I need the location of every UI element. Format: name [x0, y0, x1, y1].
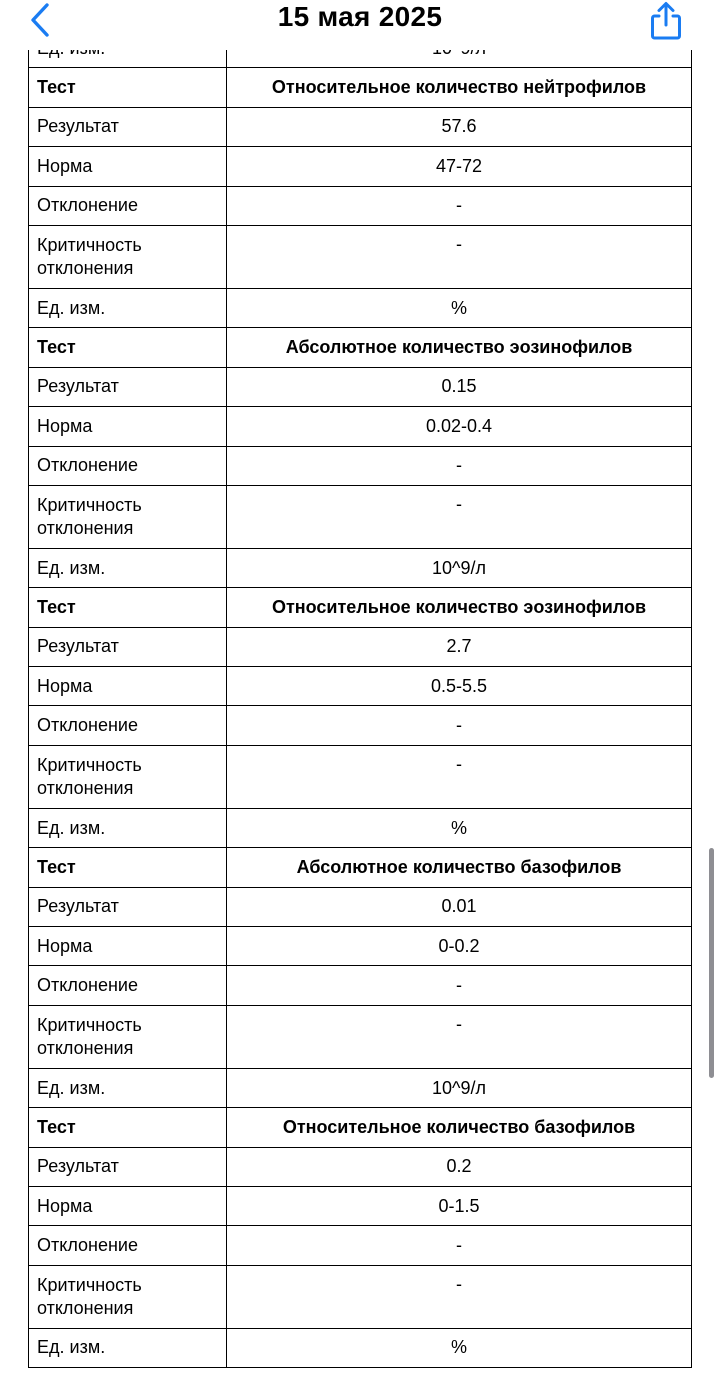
- norm-value: 47-72: [227, 147, 692, 186]
- criticality-label: Критичность отклонения: [29, 485, 227, 548]
- norm-label: Норма: [29, 1186, 227, 1225]
- criticality-label: Критичность отклонения: [29, 745, 227, 808]
- deviation-value: -: [227, 186, 692, 225]
- criticality-value: -: [227, 1265, 692, 1328]
- table-row: [29, 485, 692, 548]
- table-row: [29, 1005, 692, 1068]
- table-row: [29, 1226, 692, 1265]
- table-row: [29, 927, 692, 966]
- unit-label: Ед. изм.: [29, 288, 227, 327]
- table-row: [29, 1265, 692, 1328]
- test-header-row: [29, 588, 692, 627]
- result-value: 57.6: [227, 107, 692, 146]
- unit-value: %: [227, 1328, 692, 1367]
- result-label: Результат: [29, 887, 227, 926]
- deviation-value: -: [227, 446, 692, 485]
- table-row: [29, 1068, 692, 1107]
- table-row: [29, 1328, 692, 1367]
- table-row: [29, 548, 692, 587]
- test-header-row: [29, 328, 692, 367]
- table-row: [29, 627, 692, 666]
- norm-label: Норма: [29, 407, 227, 446]
- norm-label: Норма: [29, 927, 227, 966]
- deviation-label: Отклонение: [29, 966, 227, 1005]
- unit-value: 10^9/л: [227, 1068, 692, 1107]
- test-label: Тест: [29, 588, 227, 627]
- test-header-row: [29, 68, 692, 107]
- navigation-bar: [0, 0, 720, 50]
- table-row: [29, 808, 692, 847]
- result-value: 0.2: [227, 1147, 692, 1186]
- test-name: Абсолютное количество базофилов: [227, 848, 692, 887]
- deviation-value: -: [227, 1226, 692, 1265]
- result-label: Результат: [29, 1147, 227, 1186]
- criticality-label: Критичность отклонения: [29, 225, 227, 288]
- result-label: Результат: [29, 367, 227, 406]
- result-value: 2.7: [227, 627, 692, 666]
- deviation-label: Отклонение: [29, 1226, 227, 1265]
- result-value: 0.01: [227, 887, 692, 926]
- test-header-row: [29, 1108, 692, 1147]
- table-row: [29, 745, 692, 808]
- criticality-value: -: [227, 485, 692, 548]
- table-row: [29, 407, 692, 446]
- results-table: [28, 28, 692, 1368]
- deviation-label: Отклонение: [29, 186, 227, 225]
- deviation-value: -: [227, 966, 692, 1005]
- deviation-label: Отклонение: [29, 706, 227, 745]
- criticality-value: -: [227, 1005, 692, 1068]
- result-label: Результат: [29, 627, 227, 666]
- test-label: Тест: [29, 328, 227, 367]
- norm-label: Норма: [29, 667, 227, 706]
- test-label: Тест: [29, 1108, 227, 1147]
- table-row: [29, 225, 692, 288]
- norm-label: Норма: [29, 147, 227, 186]
- criticality-value: -: [227, 225, 692, 288]
- criticality-label: Критичность отклонения: [29, 1005, 227, 1068]
- norm-value: 0.02-0.4: [227, 407, 692, 446]
- result-value: 0.15: [227, 367, 692, 406]
- table-row: [29, 288, 692, 327]
- test-label: Тест: [29, 848, 227, 887]
- norm-value: 0.5-5.5: [227, 667, 692, 706]
- table-row: [29, 107, 692, 146]
- norm-value: 0-0.2: [227, 927, 692, 966]
- scrollbar[interactable]: [709, 848, 714, 1078]
- deviation-label: Отклонение: [29, 446, 227, 485]
- test-name: Абсолютное количество эозинофилов: [227, 328, 692, 367]
- unit-label: Ед. изм.: [29, 1068, 227, 1107]
- criticality-label: Критичность отклонения: [29, 1265, 227, 1328]
- result-label: Результат: [29, 107, 227, 146]
- table-row: [29, 887, 692, 926]
- table-row: [29, 1186, 692, 1225]
- deviation-value: -: [227, 706, 692, 745]
- unit-label: Ед. изм.: [29, 1328, 227, 1367]
- table-row: [29, 446, 692, 485]
- table-row: [29, 667, 692, 706]
- page-title: 15 мая 2025: [277, 1, 443, 32]
- test-label: Тест: [29, 68, 227, 107]
- table-row: [29, 186, 692, 225]
- table-row: [29, 966, 692, 1005]
- table-row: [29, 367, 692, 406]
- table-row: [29, 706, 692, 745]
- results-scroll-area[interactable]: [0, 50, 720, 1380]
- norm-value: 0-1.5: [227, 1186, 692, 1225]
- test-name: Относительное количество базофилов: [227, 1108, 692, 1147]
- unit-label: Ед. изм.: [29, 548, 227, 587]
- unit-value: %: [227, 808, 692, 847]
- unit-label: Ед. изм.: [29, 808, 227, 847]
- unit-value: %: [227, 288, 692, 327]
- unit-value: 10^9/л: [227, 548, 692, 587]
- test-header-row: [29, 848, 692, 887]
- test-name: Относительное количество нейтрофилов: [227, 68, 692, 107]
- table-row: [29, 147, 692, 186]
- criticality-value: -: [227, 745, 692, 808]
- test-name: Относительное количество эозинофилов: [227, 588, 692, 627]
- share-icon: [649, 1, 683, 41]
- share-button[interactable]: [644, 0, 688, 42]
- table-row: [29, 1147, 692, 1186]
